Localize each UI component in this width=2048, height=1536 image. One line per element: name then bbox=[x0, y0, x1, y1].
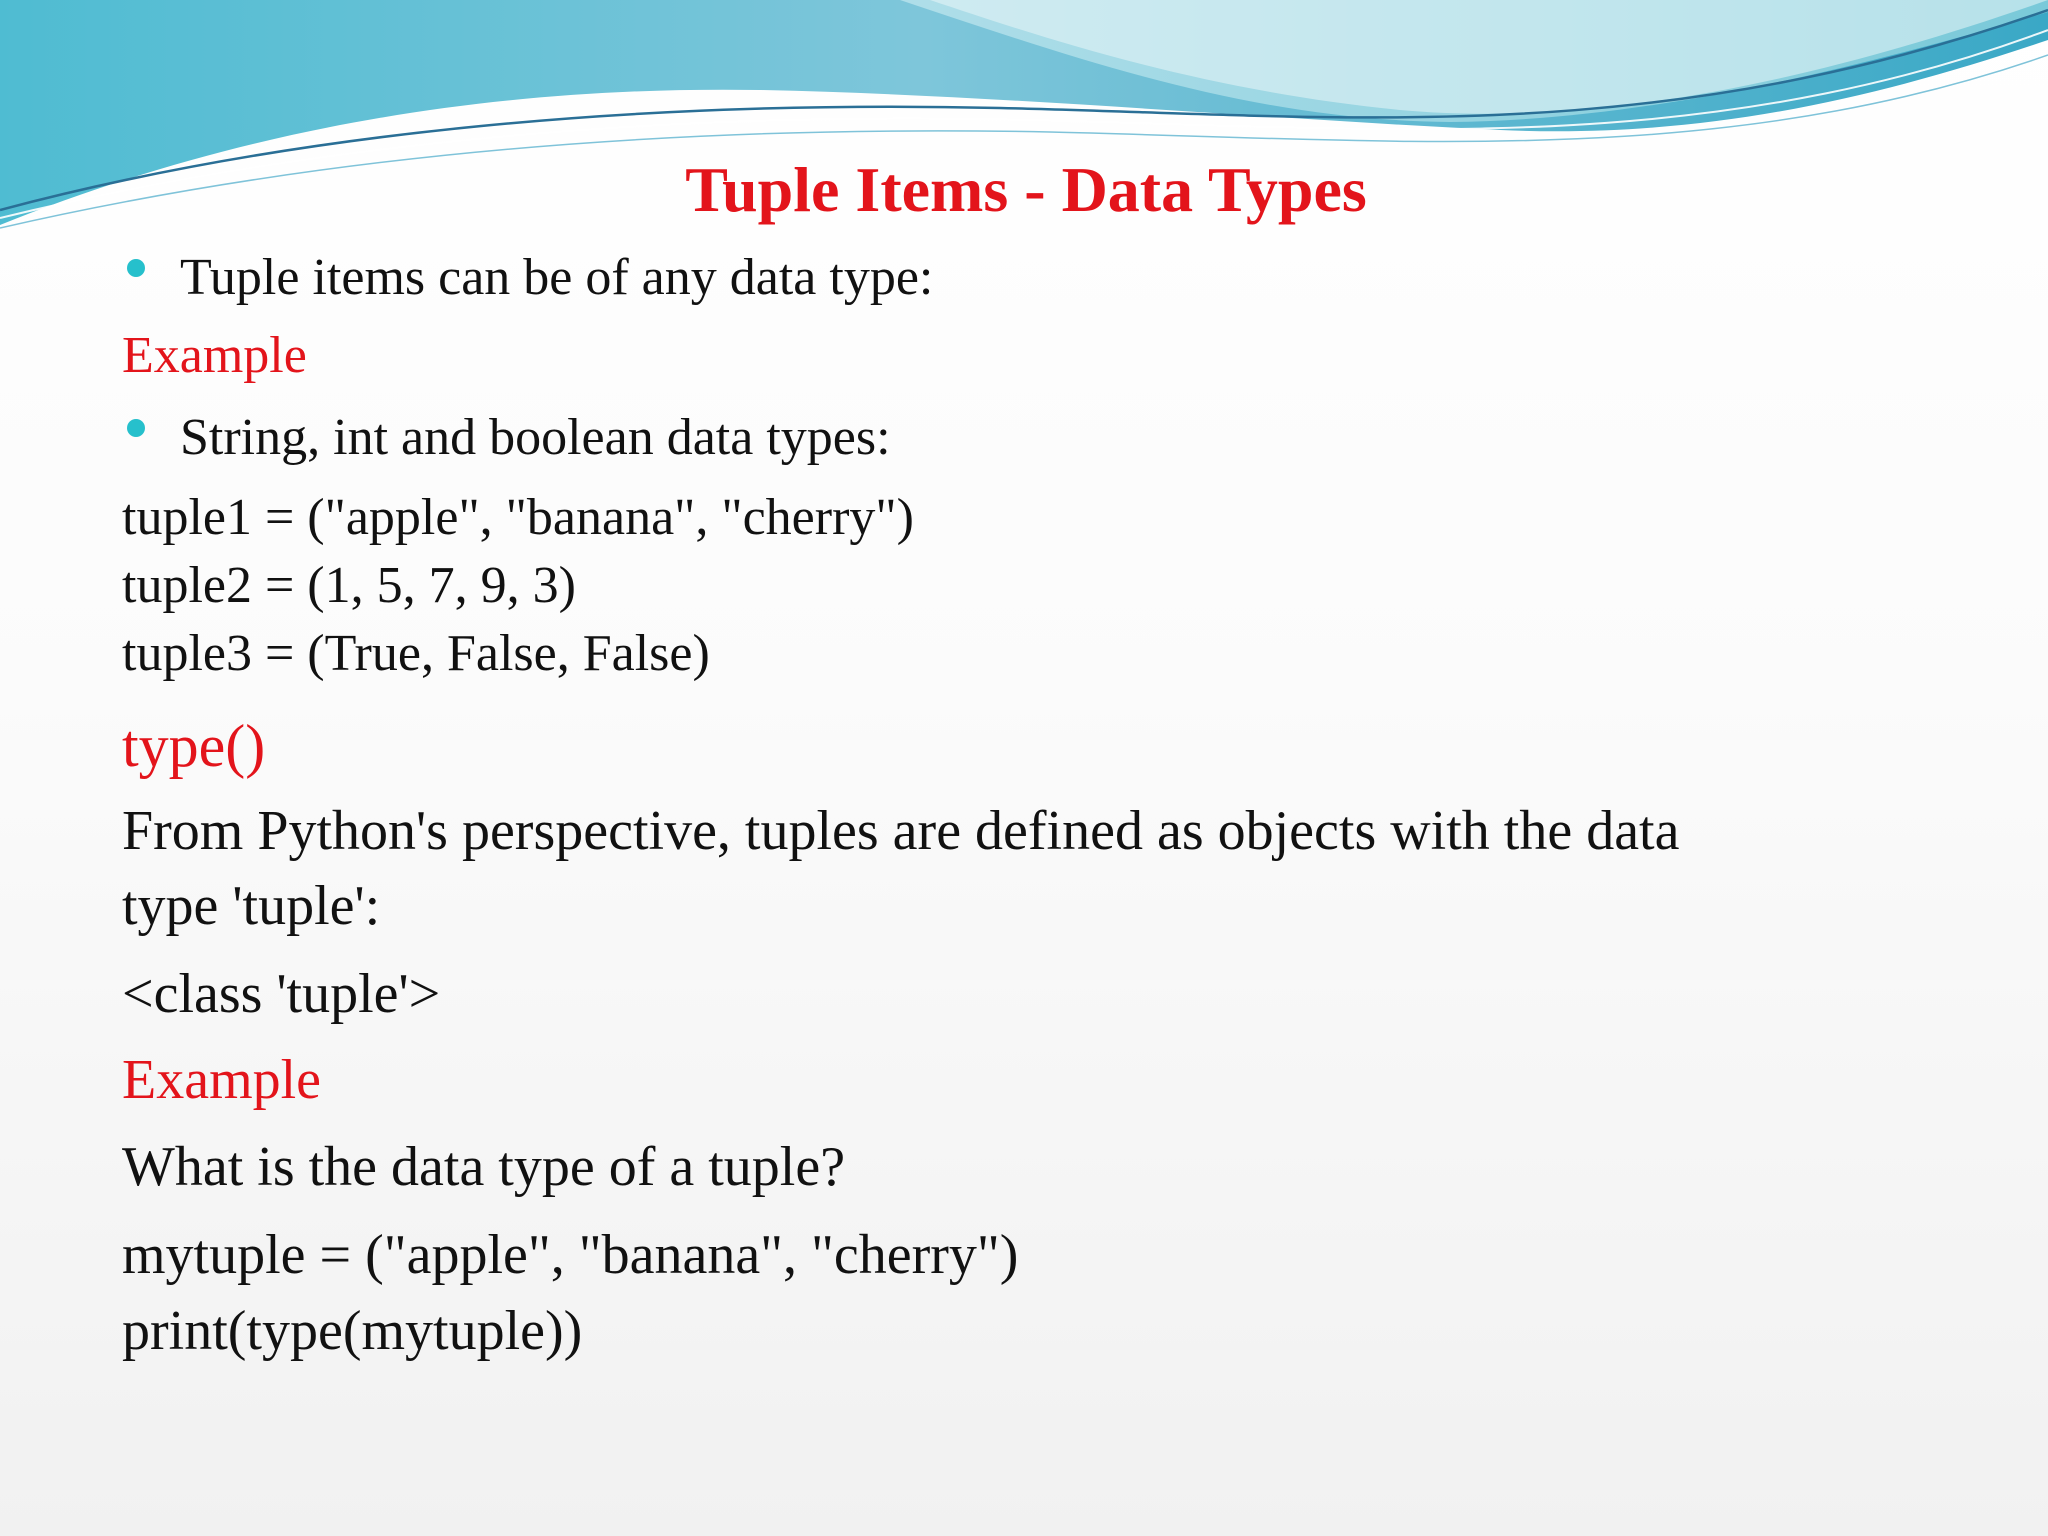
subheading: type() bbox=[122, 713, 266, 779]
code-line: print(type(mytuple)) bbox=[122, 1300, 583, 1362]
code-line: mytuple = ("apple", "banana", "cherry") bbox=[122, 1224, 1019, 1286]
code-line: tuple2 = (1, 5, 7, 9, 3) bbox=[122, 557, 576, 614]
bullet-dot-icon bbox=[127, 259, 145, 277]
code-line: tuple1 = ("apple", "banana", "cherry") bbox=[122, 489, 914, 546]
bullet-text: String, int and boolean data types: bbox=[180, 409, 891, 466]
slide-title-text: Tuple Items - Data Types bbox=[685, 154, 1367, 225]
code-line: tuple3 = (True, False, False) bbox=[122, 625, 710, 682]
class-output: <class 'tuple'> bbox=[122, 963, 441, 1025]
bullet-item bbox=[122, 406, 1322, 470]
example-label: Example bbox=[122, 1049, 322, 1111]
example-label: Example bbox=[122, 327, 307, 384]
bullet-dot-icon bbox=[127, 419, 145, 437]
question-text: What is the data type of a tuple? bbox=[122, 1136, 846, 1198]
bullet-text: Tuple items can be of any data type: bbox=[180, 249, 934, 306]
paragraph-line: type 'tuple': bbox=[122, 875, 381, 937]
bullet-item bbox=[122, 246, 1322, 310]
paragraph-line: From Python's perspective, tuples are defined as objects with the data bbox=[122, 800, 1680, 862]
slide-title bbox=[0, 150, 2048, 230]
